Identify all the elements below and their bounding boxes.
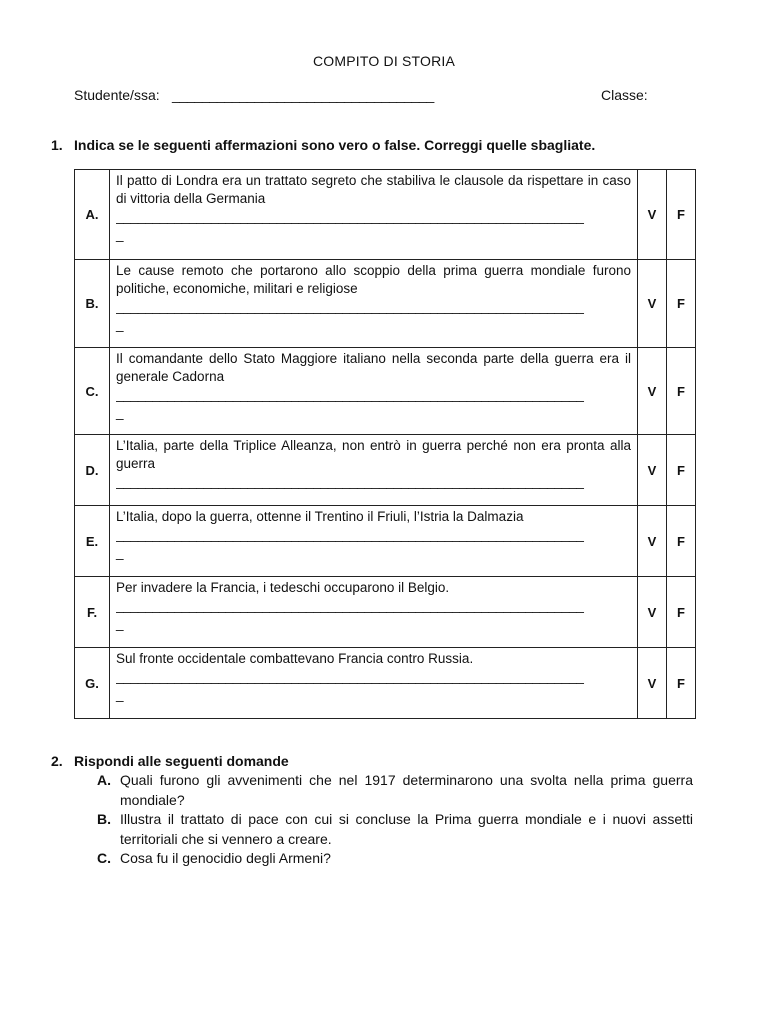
correction-blank-tail: _ (116, 616, 124, 631)
list-item (97, 810, 693, 849)
false-option: F (667, 435, 696, 506)
question-2-number: 2. (51, 753, 63, 769)
row-letter: G. (75, 648, 110, 719)
item-text: Illustra il trattato di pace con cui si concluse la Prima guerra mondiale e i nuovi assetti territoriali che si vennero a creare. (120, 811, 693, 847)
correction-blank-tail: _ (116, 405, 124, 420)
row-letter: E. (75, 506, 110, 577)
correction-blank-tail: _ (116, 545, 124, 560)
item-letter: C. (97, 850, 111, 866)
row-statement (110, 648, 638, 719)
table-row (75, 348, 696, 435)
row-statement (110, 348, 638, 435)
statement-text: Il patto di Londra era un trattato segreto che stabiliva le clausole da rispettare in caso di vittoria della Germania (116, 173, 631, 206)
table-row (75, 577, 696, 648)
statement-text: L’Italia, dopo la guerra, ottenne il Trentino il Friuli, l’Istria la Dalmazia (116, 509, 524, 524)
list-item (97, 849, 693, 869)
question-2-prompt: Rispondi alle seguenti domande (74, 753, 289, 769)
list-item (97, 771, 693, 810)
true-false-table (74, 169, 696, 719)
class-label: Classe: (601, 87, 648, 103)
true-option: V (638, 506, 667, 577)
correction-blank: ________________________________________________________________ (116, 299, 584, 314)
question-2-list (97, 771, 693, 869)
correction-blank: ________________________________________________________________ (116, 527, 584, 542)
true-option: V (638, 260, 667, 348)
correction-blank-tail: _ (116, 227, 124, 242)
false-option: F (667, 170, 696, 260)
row-statement (110, 260, 638, 348)
correction-blank-tail: _ (116, 317, 124, 332)
row-letter: D. (75, 435, 110, 506)
statement-text: Le cause remoto che portarono allo scoppio della prima guerra mondiale furono politiche, economiche, militari e religiose (116, 263, 631, 296)
statement-text: Per invadere la Francia, i tedeschi occuparono il Belgio. (116, 580, 450, 595)
true-option: V (638, 348, 667, 435)
false-option: F (667, 260, 696, 348)
row-statement (110, 170, 638, 260)
table-row (75, 170, 696, 260)
true-option: V (638, 648, 667, 719)
question-1-prompt: Indica se le seguenti affermazioni sono vero o false. Correggi quelle sbagliate. (74, 137, 596, 153)
true-option: V (638, 577, 667, 648)
false-option: F (667, 348, 696, 435)
item-text: Cosa fu il genocidio degli Armeni? (120, 850, 331, 866)
table-row (75, 506, 696, 577)
correction-blank: ________________________________________________________________ (116, 209, 584, 224)
table-row (75, 648, 696, 719)
item-text: Quali furono gli avvenimenti che nel 1917 determinarono una svolta nella prima guerra mondiale? (120, 772, 693, 808)
student-name-blank: ___________________________________ (172, 87, 435, 103)
row-letter: C. (75, 348, 110, 435)
correction-blank: ________________________________________________________________ (116, 474, 584, 489)
item-letter: B. (97, 811, 111, 827)
row-statement (110, 577, 638, 648)
correction-blank: ________________________________________________________________ (116, 669, 584, 684)
false-option: F (667, 577, 696, 648)
true-option: V (638, 170, 667, 260)
false-option: F (667, 648, 696, 719)
statement-text: L’Italia, parte della Triplice Alleanza, non entrò in guerra perché non era pronta alla guerra (116, 438, 631, 471)
statement-text: Il comandante dello Stato Maggiore italiano nella seconda parte della guerra era il generale Cadorna (116, 351, 631, 384)
row-statement (110, 506, 638, 577)
page-title: COMPITO DI STORIA (312, 53, 456, 69)
table-row (75, 435, 696, 506)
item-letter: A. (97, 772, 111, 788)
correction-blank: ________________________________________________________________ (116, 387, 584, 402)
correction-blank: ________________________________________________________________ (116, 598, 584, 613)
row-statement (110, 435, 638, 506)
row-letter: B. (75, 260, 110, 348)
statement-text: Sul fronte occidentale combattevano Francia contro Russia. (116, 651, 474, 666)
false-option: F (667, 506, 696, 577)
student-label: Studente/ssa: (74, 87, 160, 103)
true-option: V (638, 435, 667, 506)
row-letter: F. (75, 577, 110, 648)
table-row (75, 260, 696, 348)
row-letter: A. (75, 170, 110, 260)
question-1-number: 1. (51, 137, 63, 153)
correction-blank-tail: _ (116, 687, 124, 702)
